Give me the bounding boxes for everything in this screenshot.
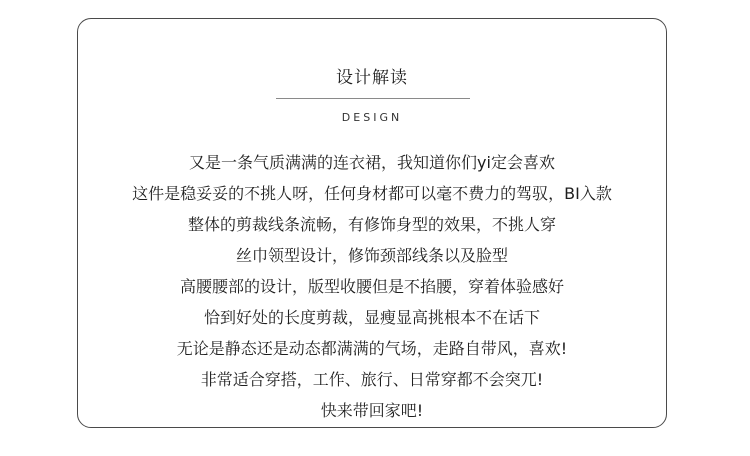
- description-line: 恰到好处的长度剪裁，显瘦显高挑根本不在话下: [203, 308, 540, 327]
- title-divider: [276, 98, 470, 99]
- description-lines: [78, 147, 666, 426]
- description-line: 又是一条气质满满的连衣裙，我知道你们yi定会喜欢: [189, 153, 555, 172]
- description-line: 高腰腰部的设计，版型收腰但是不掐腰，穿着体验感好: [179, 277, 564, 296]
- description-line: 这件是稳妥妥的不挑人呀，任何身材都可以毫不费力的驾驭，BI入款: [132, 184, 612, 203]
- description-line: 整体的剪裁线条流畅，有修饰身型的效果，不挑人穿: [187, 215, 556, 234]
- section-title: 设计解读: [336, 68, 408, 88]
- description-line: 快来带回家吧!: [320, 401, 424, 420]
- section-subtitle: DESIGN: [341, 111, 403, 124]
- description-line: 丝巾领型设计，修饰颈部线条以及脸型: [235, 246, 508, 265]
- design-description-card: [77, 18, 667, 428]
- description-line: 非常适合穿搭，工作、旅行、日常穿都不会突兀!: [200, 370, 544, 389]
- description-line: 无论是静态还是动态都满满的气场，走路自带风，喜欢!: [176, 339, 568, 358]
